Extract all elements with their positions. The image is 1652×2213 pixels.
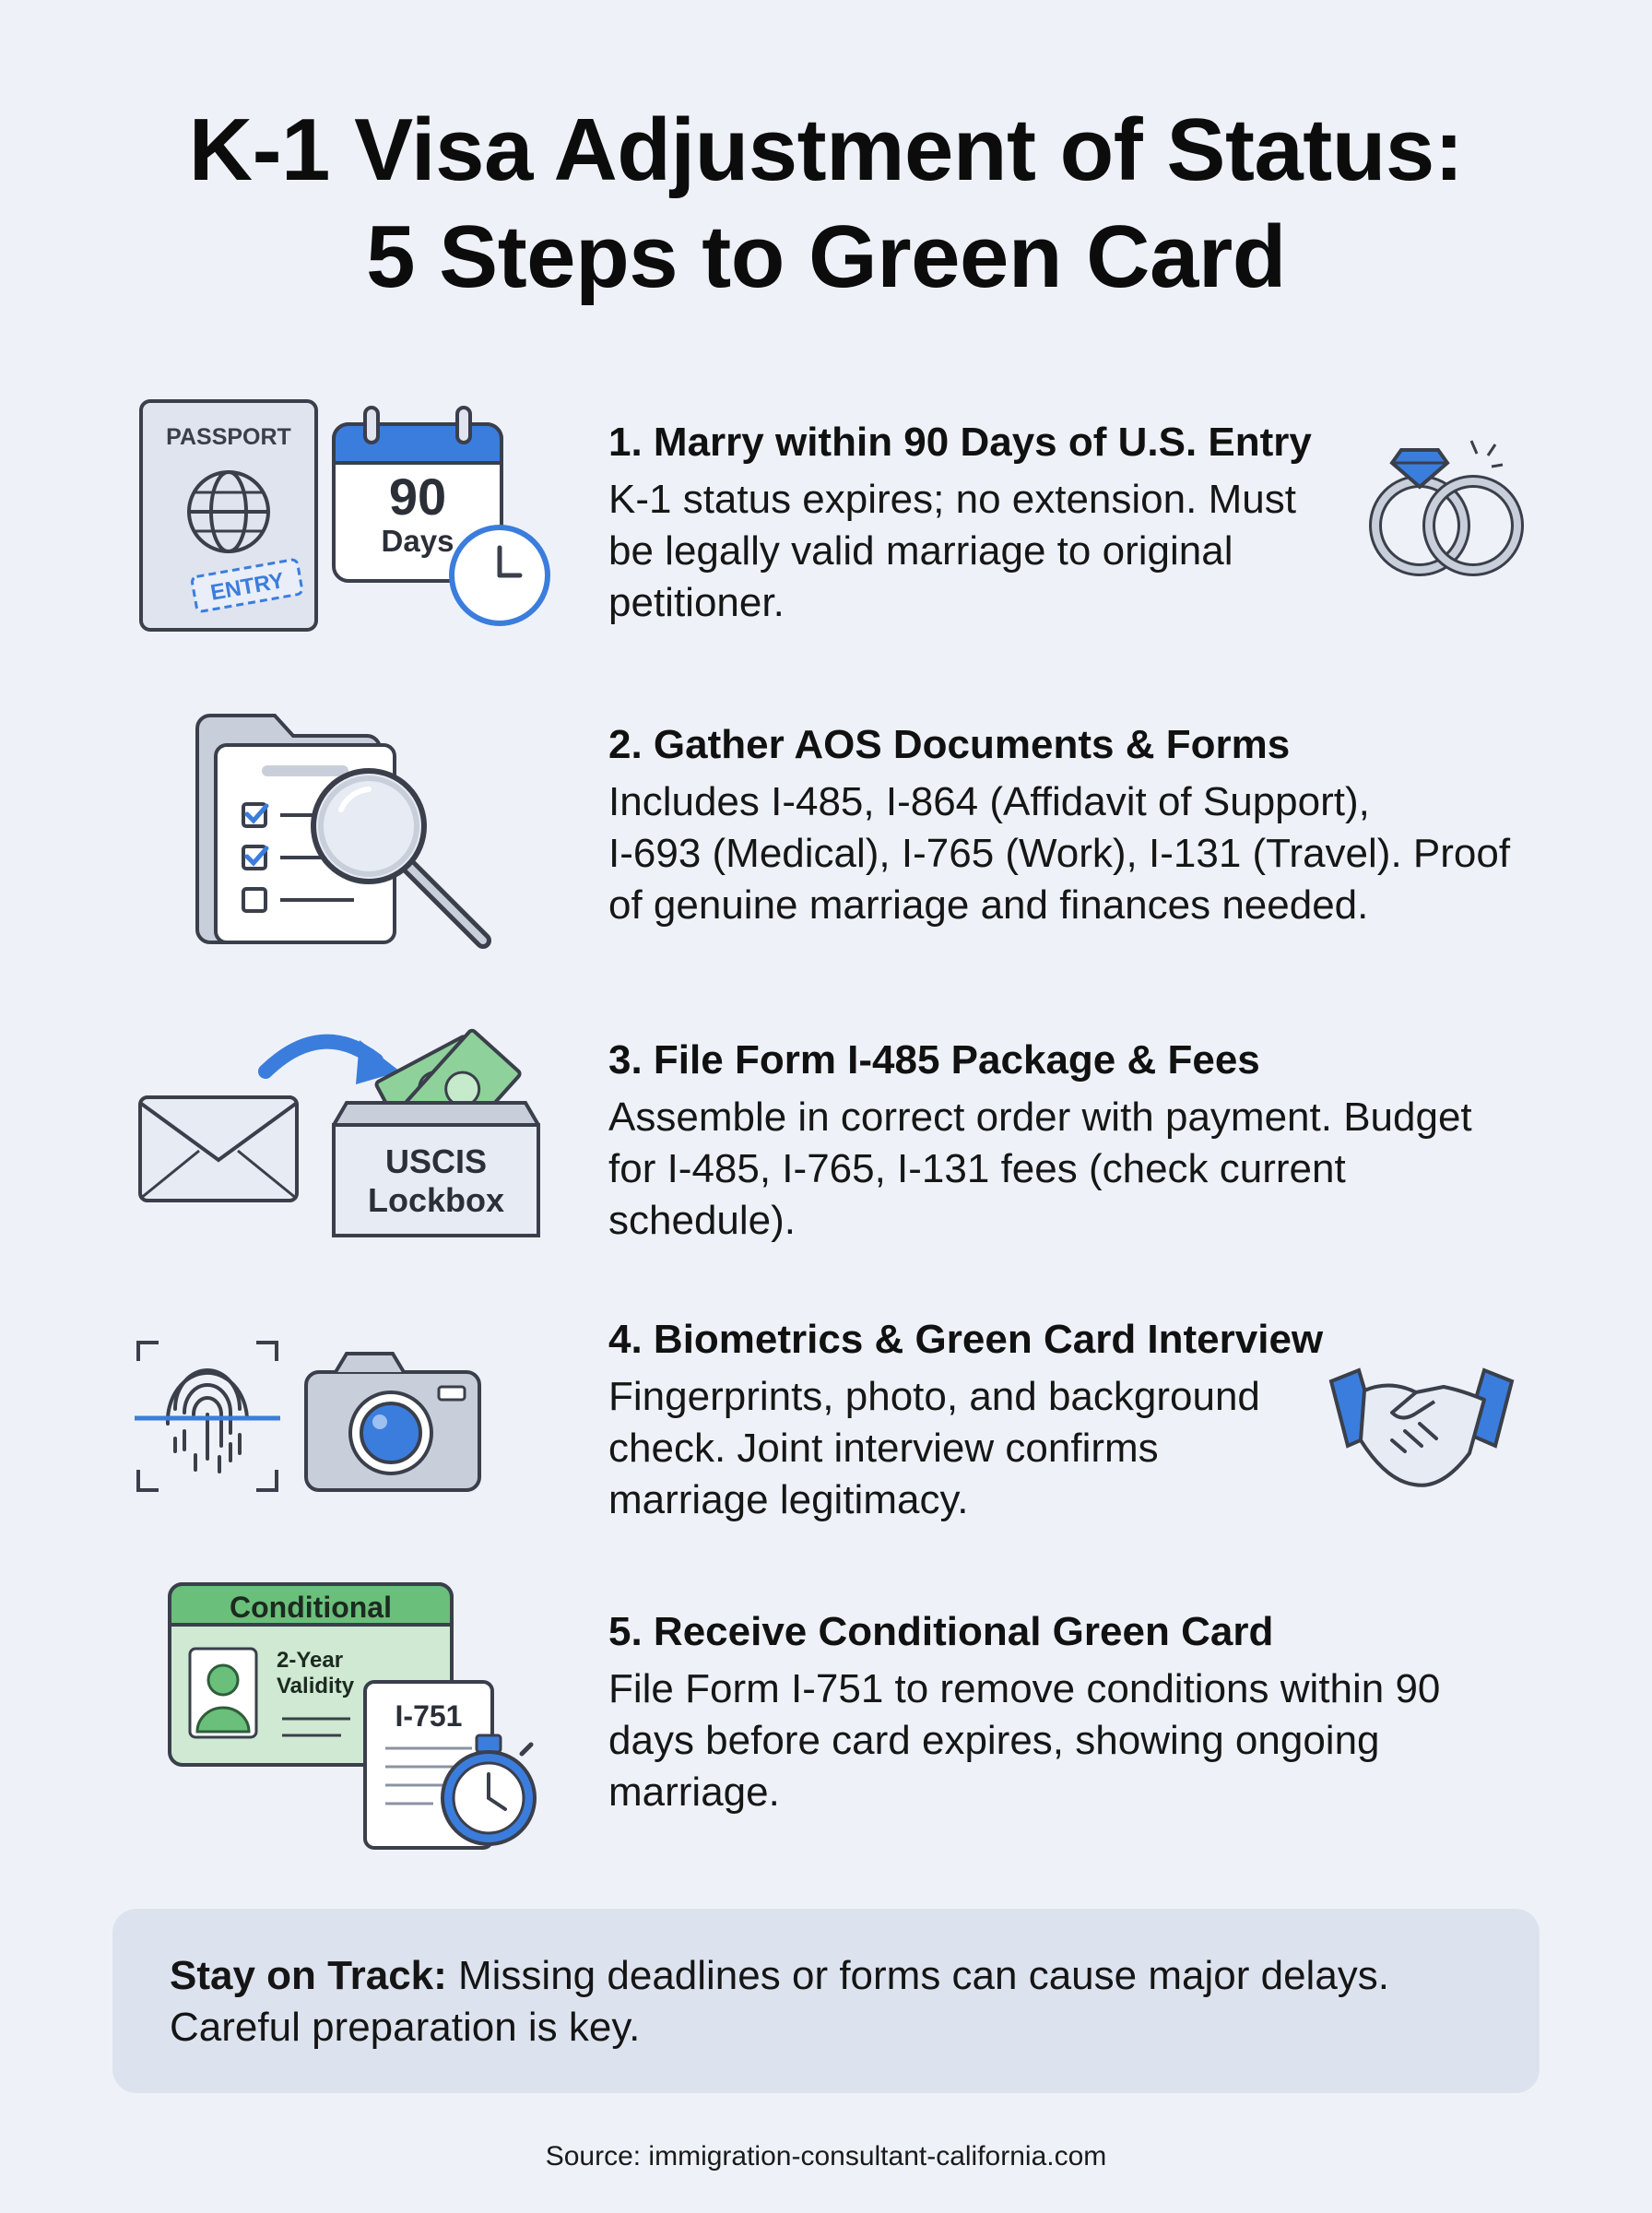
step-2-body-line: of genuine marriage and finances needed. bbox=[608, 882, 1369, 928]
lockbox-label-1: USCIS bbox=[384, 1142, 488, 1180]
arrow-icon bbox=[266, 1040, 400, 1084]
folder-checklist-icon bbox=[188, 701, 502, 959]
step-1-body-line: be legally valid marriage to original bbox=[608, 528, 1233, 574]
calendar-number: 90 bbox=[388, 467, 447, 526]
step-3-body-line: schedule). bbox=[608, 1198, 796, 1243]
card-title: Conditional bbox=[230, 1591, 392, 1624]
step-5-body-line: days before card expires, showing ongoing bbox=[608, 1718, 1380, 1763]
camera-icon bbox=[306, 1354, 479, 1490]
entry-stamp: ENTRY bbox=[208, 568, 287, 606]
step-4-body-line: Fingerprints, photo, and background bbox=[608, 1374, 1260, 1419]
step-2-body-line: Includes I-485, I-864 (Affidavit of Support), bbox=[608, 779, 1370, 824]
step-1-heading: 1. Marry within 90 Days of U.S. Entry bbox=[608, 420, 1312, 465]
passport-label: PASSPORT bbox=[166, 424, 291, 450]
page-title bbox=[0, 97, 1652, 311]
title-line-2: 5 Steps to Green Card bbox=[366, 207, 1286, 306]
form-label: I-751 bbox=[395, 1699, 463, 1733]
step-5-heading: 5. Receive Conditional Green Card bbox=[608, 1609, 1274, 1654]
step-4-body-line: marriage legitimacy. bbox=[608, 1477, 969, 1522]
step-3-body-line: for I-485, I-765, I-131 fees (check current bbox=[608, 1146, 1346, 1191]
step-4-body bbox=[608, 1371, 1323, 1526]
clock-icon bbox=[452, 527, 548, 623]
fingerprint-icon bbox=[135, 1335, 485, 1497]
source-credit: Source: immigration-consultant-california.com bbox=[545, 2141, 1107, 2172]
card-validity-1: 2-Year bbox=[277, 1648, 344, 1673]
tip-line-1: Missing deadlines or forms can cause major delays. bbox=[446, 1953, 1390, 1998]
step-2-body-line: I-693 (Medical), I-765 (Work), I-131 (Travel). Proof bbox=[608, 831, 1511, 876]
tip-line-2: Careful preparation is key. bbox=[170, 2005, 641, 2050]
handshake-icon bbox=[1328, 1363, 1516, 1488]
card-validity-2: Validity bbox=[277, 1674, 355, 1698]
tip-box bbox=[112, 1909, 1540, 2093]
step-4-body-line: check. Joint interview confirms bbox=[608, 1426, 1159, 1471]
green-card-icon bbox=[166, 1579, 553, 1855]
step-3-heading: 3. File Form I-485 Package & Fees bbox=[608, 1037, 1260, 1083]
step-5-body bbox=[608, 1663, 1440, 1818]
tip-text bbox=[170, 1950, 1389, 2053]
calendar-icon bbox=[328, 404, 559, 630]
step-5-body-line: File Form I-751 to remove conditions within 90 bbox=[608, 1666, 1441, 1711]
step-4-heading: 4. Biometrics & Green Card Interview bbox=[608, 1317, 1324, 1362]
wedding-rings-icon bbox=[1363, 433, 1538, 590]
envelope-icon bbox=[136, 1014, 551, 1245]
step-5-body-line: marriage. bbox=[608, 1769, 780, 1815]
step-3-body-line: Assemble in correct order with payment. Budget bbox=[608, 1095, 1472, 1140]
tip-strong: Stay on Track: bbox=[170, 1953, 447, 1998]
step-3-body bbox=[608, 1092, 1472, 1247]
step-1-body-line: K-1 status expires; no extension. Must bbox=[608, 477, 1296, 522]
title-line-1: K-1 Visa Adjustment of Status: bbox=[188, 101, 1464, 199]
step-2-heading: 2. Gather AOS Documents & Forms bbox=[608, 722, 1291, 767]
step-1-body bbox=[608, 474, 1312, 629]
lockbox-icon bbox=[334, 1103, 538, 1236]
step-1-body-line: petitioner. bbox=[608, 580, 785, 625]
lockbox-label-2: Lockbox bbox=[367, 1181, 505, 1219]
step-2-body bbox=[608, 776, 1510, 931]
calendar-unit: Days bbox=[381, 524, 454, 558]
